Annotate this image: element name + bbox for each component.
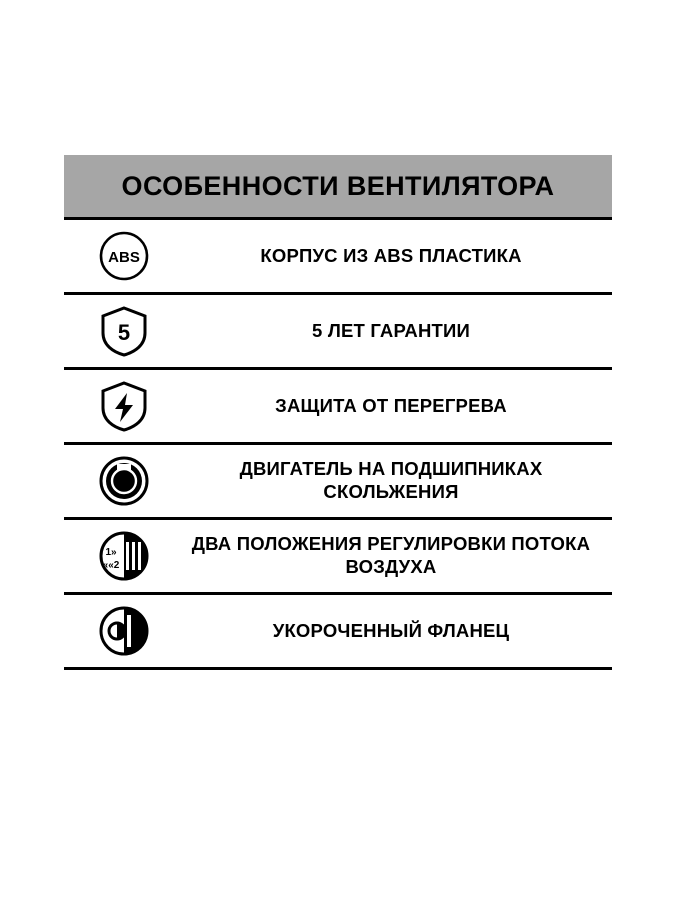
page-title: ОСОБЕННОСТИ ВЕНТИЛЯТОРА [121,170,555,201]
svg-text:5: 5 [117,320,131,345]
shield-bolt-icon [96,378,152,434]
feature-text-cell [184,595,612,667]
feature-icon-cell [64,445,184,517]
svg-text:««2: ««2 [102,560,120,571]
feature-label: ЗАЩИТА ОТ ПЕРЕГРЕВА [275,394,507,416]
feature-row [64,370,612,445]
feature-label: КОРПУС ИЗ ABS ПЛАСТИКА [260,244,522,266]
feature-text-cell [184,445,612,517]
features-header [64,155,612,217]
svg-text:ABS: ABS [108,249,140,266]
bearing-motor-icon [96,453,152,509]
feature-icon-cell [64,520,184,592]
svg-text:1»: 1» [105,547,117,558]
feature-text-cell [184,295,612,367]
feature-row [64,217,612,295]
feature-row [64,445,612,520]
abs-circle-icon [96,228,152,284]
feature-label: 5 ЛЕТ ГАРАНТИИ [312,319,470,341]
feature-text-cell [184,520,612,592]
short-flange-icon [96,603,152,659]
feature-icon-cell [64,595,184,667]
feature-text-cell [184,220,612,292]
feature-icon-cell [64,370,184,442]
feature-label: ДВА ПОЛОЖЕНИЯ РЕГУЛИРОВКИ ПОТОКА ВОЗДУХА [191,533,591,577]
two-speed-airflow-icon [96,528,152,584]
fan-features-card [64,155,612,670]
feature-icon-cell [64,295,184,367]
feature-text-cell [184,370,612,442]
feature-row [64,520,612,595]
feature-icon-cell [64,220,184,292]
feature-label: ДВИГАТЕЛЬ НА ПОДШИПНИКАХ СКОЛЬЖЕНИЯ [239,458,543,502]
feature-label: УКОРОЧЕННЫЙ ФЛАНЕЦ [272,619,510,641]
feature-row [64,595,612,670]
feature-row [64,295,612,370]
shield-5-years-icon [96,303,152,359]
